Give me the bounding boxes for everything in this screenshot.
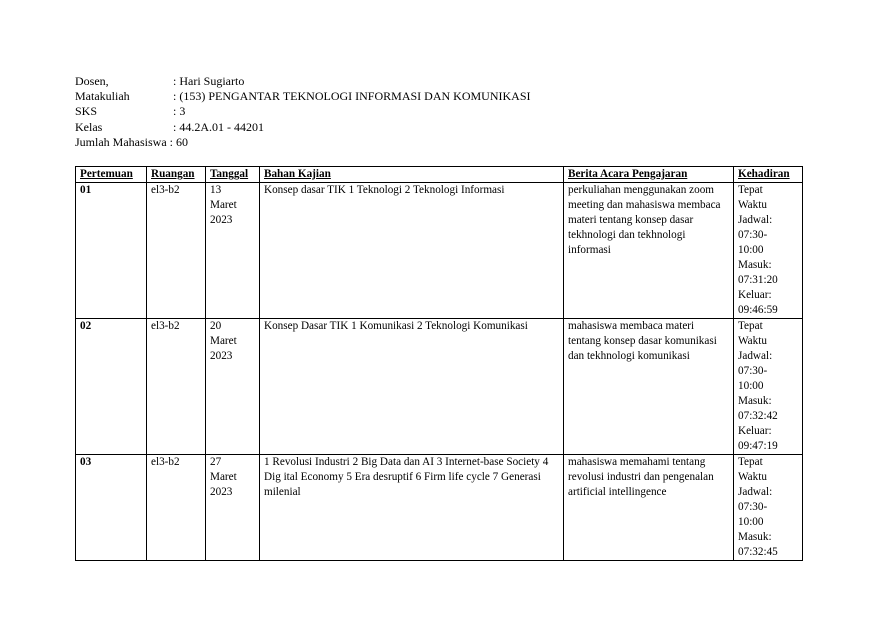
kehadiran-line: Waktu [738,471,767,483]
header-row-kelas [75,120,530,135]
tanggal-cell [206,183,260,319]
kehadiran-cell [734,319,803,455]
kehadiran-line: Jadwal: [738,350,773,362]
bahan-kajian-cell: Konsep Dasar TIK 1 Komunikasi 2 Teknologi Komunikasi [260,319,564,455]
col-header-berita-acara: Berita Acara Pengajaran [564,167,734,183]
kehadiran-line: Tepat [738,320,763,332]
table-row [76,183,803,319]
kehadiran-line: Masuk: [738,395,772,407]
ruangan-cell: el3-b2 [147,319,206,455]
tanggal-day: 27 [210,456,222,468]
course-info-header [75,74,530,150]
jumlah-mahasiswa-value: : 60 [170,135,188,150]
pertemuan-cell: 02 [76,319,147,455]
tanggal-month: Maret [210,335,237,347]
kehadiran-line: 07:30- [738,501,768,513]
kelas-label: Kelas [75,119,103,134]
tanggal-day: 13 [210,184,222,196]
table-header-row [76,167,803,183]
col-header-ruangan: Ruangan [147,167,206,183]
teaching-record-table [75,166,803,561]
kehadiran-line: 10:00 [738,244,764,256]
kelas-value: : 44.2A.01 - 44201 [173,120,264,135]
kehadiran-line: 07:30- [738,229,768,241]
table-row [76,319,803,455]
header-row-sks [75,104,530,119]
kehadiran-cell [734,183,803,319]
pertemuan-cell: 01 [76,183,147,319]
kehadiran-line: Jadwal: [738,486,773,498]
matakuliah-label: Matakuliah [75,89,130,104]
kehadiran-line: 07:31:20 [738,274,778,286]
bahan-kajian-cell: 1 Revolusi Industri 2 Big Data dan AI 3 Internet-base Society 4 Dig ital Economy 5 Era desruptif 6 Firm life cycle 7 Generasi milenial [260,455,564,561]
tanggal-cell [206,455,260,561]
kehadiran-line: Jadwal: [738,214,773,226]
dosen-label: Dosen, [75,74,109,88]
header-row-matakuliah [75,89,530,104]
kehadiran-cell [734,455,803,561]
tanggal-year: 2023 [210,214,233,226]
kehadiran-line: Waktu [738,199,767,211]
tanggal-day: 20 [210,320,222,332]
kehadiran-line: Keluar: [738,425,772,437]
kehadiran-line: 07:32:42 [738,410,778,422]
kehadiran-line: Tepat [738,456,763,468]
tanggal-year: 2023 [210,350,233,362]
col-header-bahan-kajian: Bahan Kajian [260,167,564,183]
ruangan-cell: el3-b2 [147,455,206,561]
kehadiran-line: 09:46:59 [738,304,778,316]
sks-value: : 3 [173,104,185,119]
kehadiran-line: 09:47:19 [738,440,778,452]
kehadiran-line: 07:30- [738,365,768,377]
kehadiran-line: Tepat [738,184,763,196]
sks-label: SKS [75,104,98,119]
kehadiran-line: Masuk: [738,531,772,543]
tanggal-month: Maret [210,471,237,483]
bahan-kajian-cell: Konsep dasar TIK 1 Teknologi 2 Teknologi Informasi [260,183,564,319]
col-header-kehadiran: Kehadiran [734,167,803,183]
kehadiran-line: 10:00 [738,516,764,528]
col-header-pertemuan: Pertemuan [76,167,147,183]
header-row-jumlah-mahasiswa [75,135,530,150]
col-header-tanggal: Tanggal [206,167,260,183]
dosen-value: : Hari Sugiarto [173,74,244,89]
pertemuan-cell: 03 [76,455,147,561]
kehadiran-line: 10:00 [738,380,764,392]
matakuliah-value: : (153) PENGANTAR TEKNOLOGI INFORMASI DAN KOMUNIKASI [173,89,530,104]
ruangan-cell: el3-b2 [147,183,206,319]
berita-acara-cell: mahasiswa membaca materi tentang konsep dasar komunikasi dan tekhnologi komunikasi [564,319,734,455]
berita-acara-cell: perkuliahan menggunakan zoom meeting dan mahasiswa membaca materi tentang konsep dasar tekhnologi dan tekhnologi informasi [564,183,734,319]
kehadiran-line: Waktu [738,335,767,347]
header-row-dosen [75,74,530,89]
kehadiran-line: Masuk: [738,259,772,271]
kehadiran-line: Keluar: [738,289,772,301]
table-row [76,455,803,561]
kehadiran-line: 07:32:45 [738,546,778,558]
jumlah-mahasiswa-label: Jumlah Mahasiswa [75,134,167,149]
tanggal-year: 2023 [210,486,233,498]
tanggal-month: Maret [210,199,237,211]
tanggal-cell [206,319,260,455]
berita-acara-cell: mahasiswa memahami tentang revolusi industri dan pengenalan artificial intellingence [564,455,734,561]
